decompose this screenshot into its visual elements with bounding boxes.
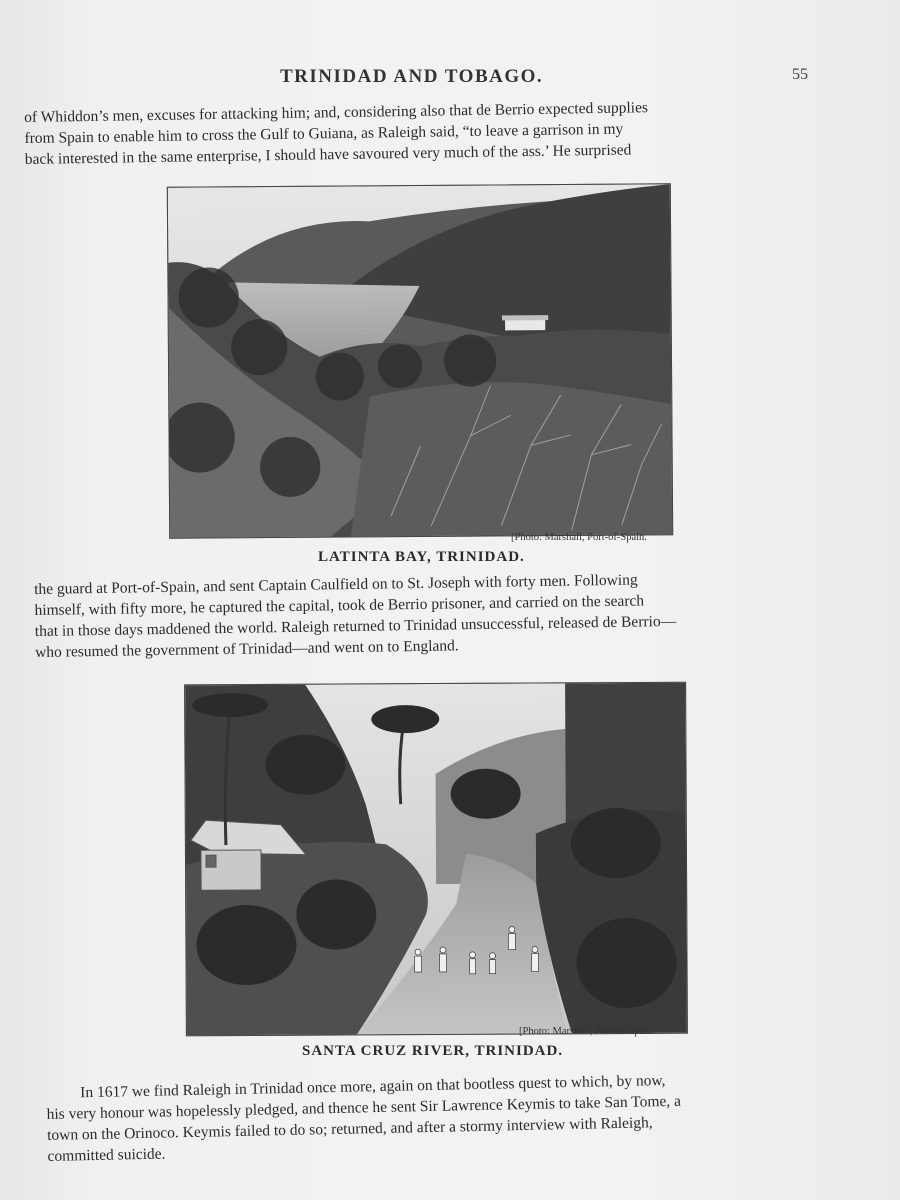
- running-title: TRINIDAD AND TOBAGO.: [280, 66, 544, 87]
- photo-credit-1: [Photo: Marshall, Port-of-Spain.: [511, 532, 647, 543]
- caption-latinta-bay: LATINTA BAY, TRINIDAD.: [318, 549, 525, 565]
- paragraph-1-line-2: from Spain to enable him to cross the Gulf to Guiana, as Raleigh said, “to leave a garrison in my: [24, 120, 624, 147]
- paragraph-2-line-4: who resumed the government of Trinidad—and went on to England.: [35, 637, 459, 661]
- photo-latinta-bay-image: [168, 184, 672, 537]
- photo-credit-2: [Photo: Marshall, Port-of-Spain.: [519, 1026, 655, 1037]
- paragraph-3-line-2: his very honour was hopelessly pledged, and thence he sent Sir Lawrence Keymis to take San Tome, a: [46, 1092, 682, 1123]
- page-number: 55: [792, 66, 808, 83]
- paragraph-1-line-1: of Whiddon’s men, excuses for attacking him; and, considering also that de Berrio expected supplies: [24, 99, 649, 126]
- paragraph-3: [46, 1067, 833, 1167]
- photo-santa-cruz-river: [184, 682, 688, 1037]
- caption-santa-cruz-river: SANTA CRUZ RIVER, TRINIDAD.: [302, 1043, 564, 1059]
- photo-latinta-bay: [167, 183, 673, 539]
- paragraph-2-line-1: the guard at Port-of-Spain, and sent Captain Caulfield on to St. Joseph with forty men. Following: [34, 571, 638, 598]
- paragraph-2-line-2: himself, with fifty more, he captured the capital, took de Berrio prisoner, and carried on the search: [34, 592, 645, 619]
- paragraph-3-line-1: In 1617 we find Raleigh in Trinidad once more, again on that bootless quest to which, by now,: [80, 1072, 666, 1102]
- paragraph-1-line-3: back interested in the same enterprise, I should have savoured very much of the ass.’ He surprised: [24, 141, 632, 168]
- photo-santa-cruz-river-image: [185, 683, 687, 1036]
- paragraph-1: [24, 95, 815, 170]
- paragraph-2-line-3: that in those days maddened the world. Raleigh returned to Trinidad unsuccessful, released de Berrio—: [34, 612, 677, 640]
- paragraph-3-line-4: committed suicide.: [47, 1145, 166, 1165]
- paragraph-3-line-3: town on the Orinoco. Keymis failed to do so; returned, and after a stormy interview with Raleigh,: [46, 1114, 653, 1144]
- paragraph-2: [34, 567, 820, 663]
